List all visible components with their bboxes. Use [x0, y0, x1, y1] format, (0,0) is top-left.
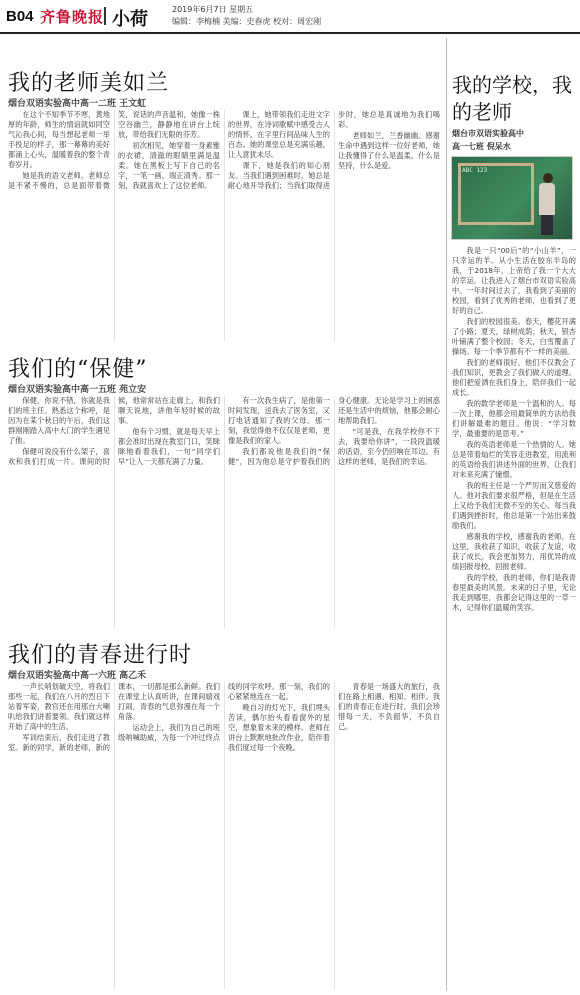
- issue-date: 2019年6月7日 星期五: [172, 5, 254, 14]
- paragraph: 我是一只“00后”的“小山羊”，一只幸运的羊。从小生活在胶东半岛的我，于2018年，上帝给了我一个大大的幸运，让我进入了烟台市双语实验高中。一年时间过去了，我看到了美丽的校园，看到了优秀的老师，也看到了更好的自己。: [452, 246, 576, 315]
- article-byline: 烟台双语实验高中高一五班 苑立安: [8, 385, 147, 395]
- paragraph: 保健可说没有什么架子，喜欢和我们打成一片。课间的时候，他常常站在走廊上，和我们聊天说地，讲他年轻时候的故事。: [8, 396, 220, 466]
- paragraph: 我的学校，我的老师，你们是我青春里最美的风景。未来的日子里，无论我走到哪里，我都会记得这里的一草一木，记得你们温暖的笑容。: [452, 573, 576, 612]
- sidebar-school: 烟台市双语实验高中: [452, 129, 524, 138]
- paragraph: “可是我，在我学校你不下去，我要给你讲”，一段段温暖的话语，至今仍回响在耳边。有这样的老师，是我们的幸运。: [338, 427, 440, 466]
- sidebar-author: 高一七班 倪呆水: [452, 142, 511, 151]
- staff-credits: 编辑：李梅楠 美编：史春虎 校对：周宏刚: [172, 17, 322, 26]
- article-byline: 烟台双语实验高中高一二班 王文虹: [8, 99, 147, 109]
- paragraph: 我的数学老师是一个温和的人。每一次上课，他都会用最简单的方法给我们讲解最难的题目。他说：“学习数学，最重要的是思考。”: [452, 399, 576, 438]
- article-body: [8, 682, 440, 990]
- paragraph: 她是我的语文老师。老师总是不紧不慢的，总是面带着微笑，说话的声音温和，她像一株空谷幽兰，静静地在讲台上绽放，带给我们无限的芬芳。: [8, 110, 220, 190]
- page-number: B04: [6, 8, 34, 25]
- paragraph: 他有个习惯，就是每天早上都会准时出现在教室门口，笑眯眯地看着我们，一句“同学们早”让人一天都充满了力量。: [118, 427, 220, 466]
- article-title: 我的老师美如兰: [8, 71, 170, 96]
- header-rule: [0, 32, 580, 34]
- paragraph: 我们的老师很好。他们不仅教会了我们知识，更教会了我们做人的道理。他们把爱洒在我们身上，陪伴我们一起成长。: [452, 358, 576, 397]
- blackboard-writing: ABC 123: [462, 167, 488, 174]
- paragraph: 我们都说他是我们的“保健”，因为他总是守护着我们的身心健康。无论是学习上的困惑还是生活中的烦恼，他都会耐心地帮助我们。: [228, 396, 440, 466]
- paragraph: 保健，你说不错，你就是我们的班主任。熟悉这个称呼，是因为在某个秋日的午后，我们这群刚刚踏入高中大门的学生遇见了他。: [8, 396, 110, 445]
- header-divider: [104, 7, 106, 25]
- paragraph: 有一次我生病了，是他第一时间发现，送我去了医务室，又打电话通知了我的父母。那一刻，我觉得他不仅仅是老师，更像是我们的家人。: [228, 396, 330, 445]
- paragraph: 课上，她带领我们走进文字的世界，在诗词歌赋中感受古人的情怀，在字里行间品味人生的百态。她的课堂总是充满乐趣，让人意犹未尽。: [228, 110, 330, 159]
- paragraph: 初次相见，她穿着一身素雅的衣裙，清澈的眼睛里满是温柔。她在黑板上写下自己的名字，一笔一画，端正清秀。那一刻，我就喜欢上了这位老师。: [118, 141, 220, 190]
- paragraph: 晚自习的灯光下，我们埋头苦读，偶尔抬头看看窗外的星空，想象着未来的模样。老师在讲台上默默地批改作业，陪伴着我们度过每一个夜晚。: [228, 703, 330, 752]
- column-divider: [446, 38, 447, 990]
- sidebar-title: 我的学校，我的老师: [452, 73, 572, 124]
- teacher-figure: [538, 173, 556, 235]
- article-byline: 烟台双语实验高中高一六班 高乙禾: [8, 671, 147, 681]
- paragraph: 一声长哨划破天空，将我们那些一起，我们在八月的烈日下站着军姿，教官还在用那台大喇叭给我们讲着要领。我们就这样开始了高中的生活。: [8, 682, 110, 731]
- paragraph: 感谢我的学校，感谢我的老师。在这里，我收获了知识，收获了友谊，收获了成长。我会更加努力，用优异的成绩回报母校，回报老师。: [452, 532, 576, 571]
- sidebar-body: [452, 246, 576, 990]
- paragraph: 运动会上，我们为自己的班级呐喊助威，为每一个冲过终点线的同学欢呼。那一刻，我们的心紧紧地连在一起。: [118, 682, 330, 742]
- paragraph: 老师如兰，兰香幽幽。感谢生命中遇到这样一位好老师，她让我懂得了什么是温柔，什么是坚持，什么是爱。: [338, 131, 440, 170]
- classroom-photo: [451, 156, 573, 240]
- article-body: [8, 396, 440, 628]
- paragraph: 青春是一场盛大的旅行，我们在路上相遇、相知、相伴。我们的青春正在进行时，我们会珍惜每一天，不负韶华，不负自己。: [338, 682, 440, 731]
- section-title: 小荷: [112, 9, 148, 30]
- article-body: [8, 110, 440, 342]
- paragraph: 我们的校园很美。春天，樱花开满了小路；夏天，绿树成荫；秋天，银杏叶铺满了整个校园；冬天，白雪覆盖了操场。每一个季节都有不一样的美丽。: [452, 317, 576, 356]
- paragraph: 军训结束后，我们走进了教室。新的同学，新的老师，新的课本，一切都是那么新鲜。我们在课堂上认真听讲，在课间嬉戏打闹，青春的气息弥漫在每一个角落。: [8, 682, 220, 752]
- paragraph: 课下，她是我们的知心朋友。当我们遇到困难时，她总是耐心地开导我们；当我们取得进步时，她总是真诚地为我们喝彩。: [228, 110, 440, 190]
- paragraph: 在这个不知季节不寒，黄地厚的年龄，师生的情谊就如同空气沁我心间，每当想起老师一举手投足的样子，那一幕幕的美好都涌上心头，温暖着我的整个青春岁月。: [8, 110, 110, 169]
- page-header: [0, 0, 580, 34]
- paragraph: 我的英语老师是一个热情的人。她总是带着灿烂的笑容走进教室，用流利的英语给我们讲述外面的世界，让我们对未来充满了憧憬。: [452, 440, 576, 479]
- paragraph: 我的班主任是一个严厉而又慈爱的人。他对我们要求很严格，但是在生活上又给予我们无微不至的关心。每当我们遇到挫折时，他总是第一个站出来鼓励我们。: [452, 481, 576, 530]
- paper-logo: 齐鲁晚报: [40, 8, 105, 26]
- article-title: 我们的“保健”: [8, 357, 148, 382]
- article-title: 我们的青春进行时: [8, 643, 193, 668]
